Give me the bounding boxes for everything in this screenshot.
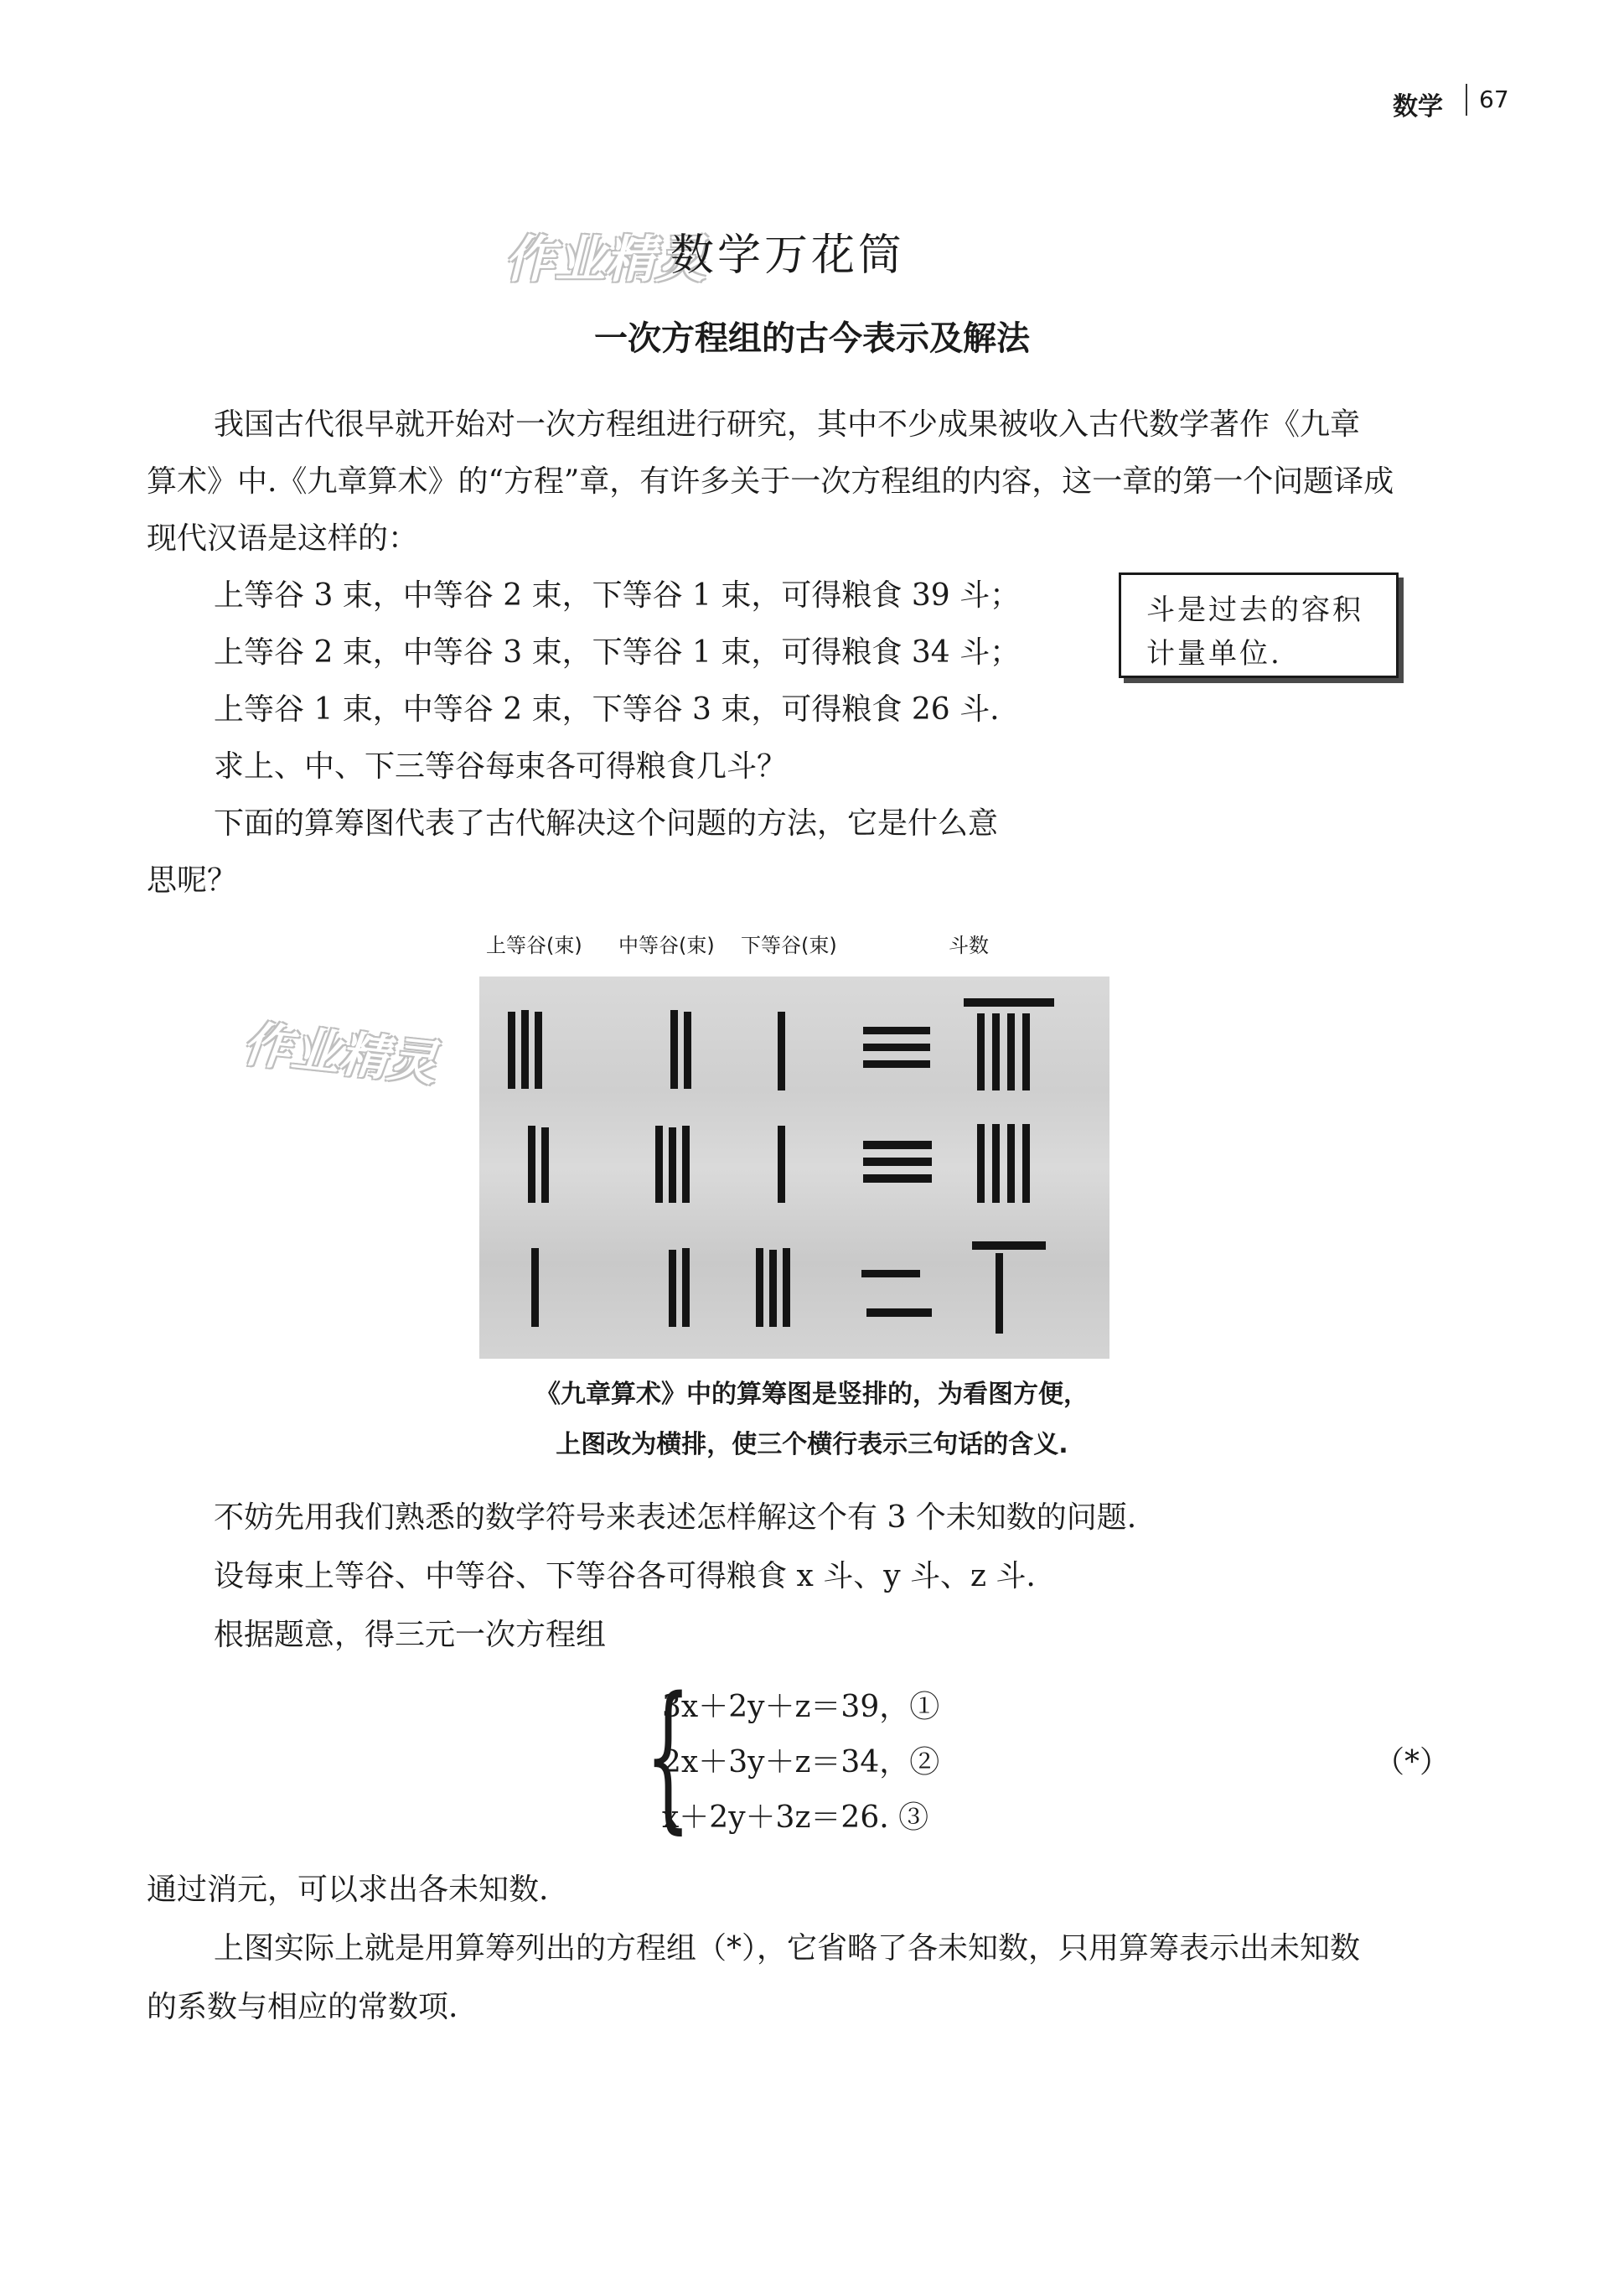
equation-3: x＋2y＋3z＝26. ③ — [662, 1800, 929, 1835]
body-line-1: 不妨先用我们熟悉的数学符号来表述怎样解这个有 3 个未知数的问题. — [214, 1500, 1137, 1535]
figure-intro-line-2: 思呢？ — [147, 863, 238, 898]
counting-rods — [479, 976, 1109, 1359]
side-note-line-1: 斗是过去的容积 — [1146, 593, 1363, 627]
problem-line-2: 上等谷 2 束，中等谷 3 束，下等谷 1 束，可得粮食 34 斗； — [214, 635, 1021, 670]
figure-intro-line-1: 下面的算筹图代表了古代解决这个问题的方法，它是什么意 — [214, 806, 999, 841]
header-divider — [1466, 84, 1467, 116]
figure-caption-line-1: 《九章算术》中的算筹图是竖排的，为看图方便， — [535, 1380, 1089, 1409]
intro-line-2: 算术》中.《九章算术》的“方程”章，有许多关于一次方程组的内容，这一章的第一个问题译成 — [147, 464, 1394, 499]
body-line-3: 根据题意，得三元一次方程组 — [214, 1618, 607, 1652]
problem-line-3: 上等谷 1 束，中等谷 2 束，下等谷 3 束，可得粮食 26 斗. — [214, 692, 1000, 727]
body-line-2: 设每束上等谷、中等谷、下等谷各可得粮食 x 斗、y 斗、z 斗. — [214, 1559, 1036, 1593]
watermark-top: 作业精灵 — [504, 231, 706, 289]
rod-row-2 — [528, 1124, 1030, 1203]
figure-col-header-middle: 中等谷(束) — [618, 934, 715, 957]
rod-row-3 — [531, 1241, 1046, 1334]
closing-line-3: 的系数与相应的常数项. — [147, 1990, 458, 2024]
intro-line-3: 现代汉语是这样的： — [147, 521, 419, 556]
closing-line-1: 通过消元，可以求出各未知数. — [147, 1873, 549, 1907]
problem-question: 求上、中、下三等谷每束各可得粮食几斗？ — [214, 749, 788, 784]
counting-rod-figure — [479, 976, 1109, 1359]
intro-line-1: 我国古代很早就开始对一次方程组进行研究，其中不少成果被收入古代数学著作《九章 — [214, 407, 1361, 442]
problem-line-1: 上等谷 3 束，中等谷 2 束，下等谷 1 束，可得粮食 39 斗； — [214, 578, 1021, 613]
equation-brace: { — [645, 1663, 691, 1848]
figure-col-header-dou: 斗数 — [949, 934, 989, 957]
equation-2: 2x＋3y＋z＝34，② — [662, 1745, 940, 1779]
side-note — [1119, 572, 1399, 678]
watermark-figure: 作业精灵 — [240, 1015, 440, 1092]
header-subject: 数学 — [1393, 92, 1443, 122]
equation-1: 3x＋2y＋z＝39，① — [662, 1690, 940, 1724]
figure-col-header-lower: 下等谷(束) — [741, 934, 837, 957]
side-note-line-2: 计量单位. — [1146, 637, 1282, 671]
rod-row-1 — [508, 998, 1054, 1090]
page-number: 67 — [1479, 85, 1509, 113]
figure-caption-line-2: 上图改为横排，使三个横行表示三句话的含义. — [556, 1430, 1068, 1459]
page-title: 数学万花筒 — [670, 231, 906, 281]
equation-system-label: （*） — [1374, 1745, 1451, 1779]
section-subtitle: 一次方程组的古今表示及解法 — [594, 319, 1030, 358]
figure-col-header-upper: 上等谷(束) — [486, 934, 582, 957]
closing-line-2: 上图实际上就是用算筹列出的方程组（*），它省略了各未知数，只用算筹表示出未知数 — [214, 1931, 1361, 1966]
